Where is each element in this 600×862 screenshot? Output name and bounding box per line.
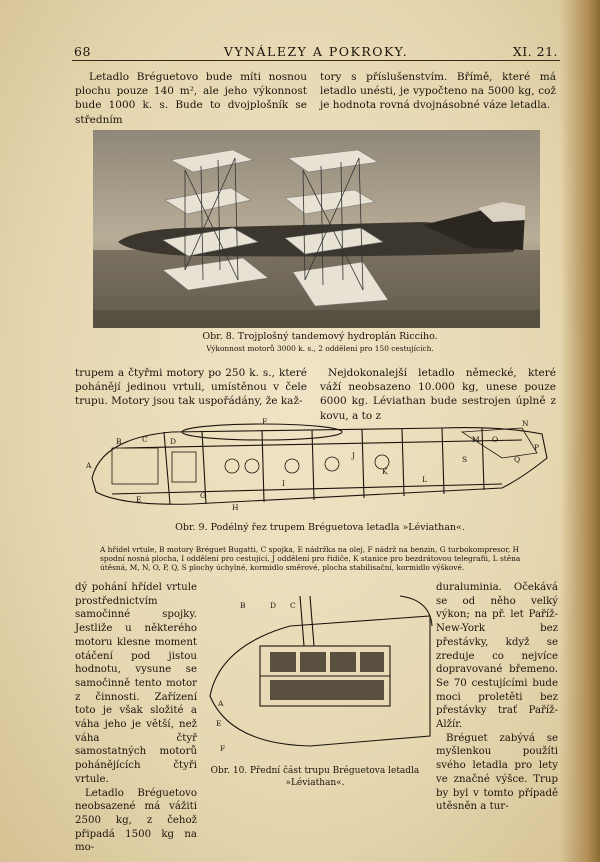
- svg-text:H: H: [232, 503, 239, 512]
- svg-text:K: K: [382, 467, 388, 476]
- svg-text:F: F: [262, 418, 268, 426]
- text-column-bottom-left: [75, 581, 197, 855]
- hydroplane-photo: [93, 130, 540, 328]
- svg-text:S: S: [462, 455, 468, 464]
- svg-text:F: F: [220, 744, 226, 753]
- svg-text:E: E: [136, 495, 142, 504]
- svg-text:I: I: [282, 479, 285, 488]
- figure-10-caption: Obr. 10. Přední část trupu Bréguetova letadla »Léviathan«.: [210, 766, 420, 788]
- text-column-mid-left: [75, 366, 307, 409]
- paragraph: dý pohání hřídel vrtule prostřednictvím samočinné spojky. Jestliže u některého motoru klesne moment otáčení pod jistou hodnotu, vysune se samočinně tento motor z činnosti. Zařízení toto je však složité a váha jeho je větší, než váha čtyř samostatných motorů pohánějících čtyři vrtule.: [75, 582, 197, 785]
- svg-text:Q: Q: [514, 455, 521, 464]
- svg-text:B: B: [116, 437, 122, 446]
- paragraph: tory s příslušenstvím. Břímě, které má letadlo unésti, je vypočteno na 5000 kg, což je hodnota rovná dvojnásobné váze letadla.: [320, 71, 556, 112]
- figure-8-subcaption: Výkonnost motorů 3000 k. s., 2 oddělení pro 150 cestujících.: [206, 344, 434, 353]
- svg-text:M: M: [472, 435, 480, 444]
- paragraph: trupem a čtyřmi motory po 250 k. s., které pohánějí jedinou vrtuli, umístěnou v čele trupu. Motory jsou tak uspořádány, že kaž-: [75, 367, 307, 408]
- svg-text:N: N: [522, 419, 529, 428]
- page-number: 68: [74, 44, 91, 59]
- paragraph: Nejdokonalejší letadlo německé, které váží neobsazeno 10.000 kg, unese pouze 6000 kg. Léviathan bude sestrojen úplně z kovu, a to z: [320, 367, 556, 422]
- svg-text:D: D: [270, 601, 277, 610]
- page-edge: [560, 0, 600, 862]
- figure-9-legend: A hřídel vrtule, B motory Bréguet Bugatti, C spojka, E nádržka na olej, F nádrž na benzin, G turbokompresor, H spodní nosná plocha, I oddělení pro cestující, J oddělení pro řidiče, K stanice pro bezdrátovou telegrafii, L stěna útěsná, M, N, O, P, Q, S plochy úchylné, kormidlo směrové, plocha stabilisační, kormidlo výškové.: [100, 545, 521, 573]
- text-column-mid-right: [320, 366, 556, 423]
- svg-text:C: C: [290, 601, 296, 610]
- svg-text:P: P: [534, 443, 540, 452]
- issue-number: XI. 21.: [512, 44, 558, 59]
- fuselage-section-diagram: [82, 418, 552, 518]
- figure-9-caption: Obr. 9. Podélný řez trupem Bréguetova letadla »Léviathan«.: [175, 522, 465, 533]
- svg-text:D: D: [170, 437, 177, 446]
- svg-text:L: L: [422, 475, 427, 484]
- paragraph: duraluminia. Očekává se od něho velký výkon; na př. let Paříž-New-York bez přestávky, když se zreduje co nejvíce dopravované břemeno. Se 70 cestujícími bude moci proletěti bez přestávky trať Paříž-Alžír.: [436, 582, 558, 731]
- text-column-bottom-right: [436, 581, 558, 814]
- journal-title: VYNÁLEZY A POKROKY.: [223, 44, 409, 59]
- svg-text:C: C: [142, 435, 148, 444]
- text-column-top-left: [75, 70, 307, 127]
- header-rule: [72, 60, 560, 61]
- svg-text:G: G: [200, 491, 206, 500]
- paragraph: Letadlo Bréguetovo neobsazené má vážiti 2500 kg, z čehož připadá 1500 kg na mo-: [75, 787, 197, 854]
- svg-text:O: O: [492, 435, 499, 444]
- svg-text:A: A: [218, 699, 224, 708]
- paragraph: Bréguet zabývá se myšlenkou použíti svého letadla pro lety ve značné výšce. Trup by byl v tomto případě utěsněn a tur-: [436, 732, 558, 813]
- paragraph: Letadlo Bréguetovo bude míti nosnou plochu pouze 140 m², ale jeho výkonnost bude 1000 k. s. Bude to dvojplošník se středním: [75, 71, 307, 126]
- svg-text:J: J: [352, 451, 356, 460]
- figure-8-caption: Obr. 8. Trojplošný tandemový hydroplán Ricciho.: [202, 331, 438, 342]
- svg-text:E: E: [216, 719, 222, 728]
- svg-text:A: A: [86, 461, 92, 470]
- text-column-top-right: [320, 70, 556, 113]
- running-header: [74, 44, 558, 64]
- front-fuselage-diagram: [200, 586, 435, 761]
- svg-text:B: B: [240, 601, 246, 610]
